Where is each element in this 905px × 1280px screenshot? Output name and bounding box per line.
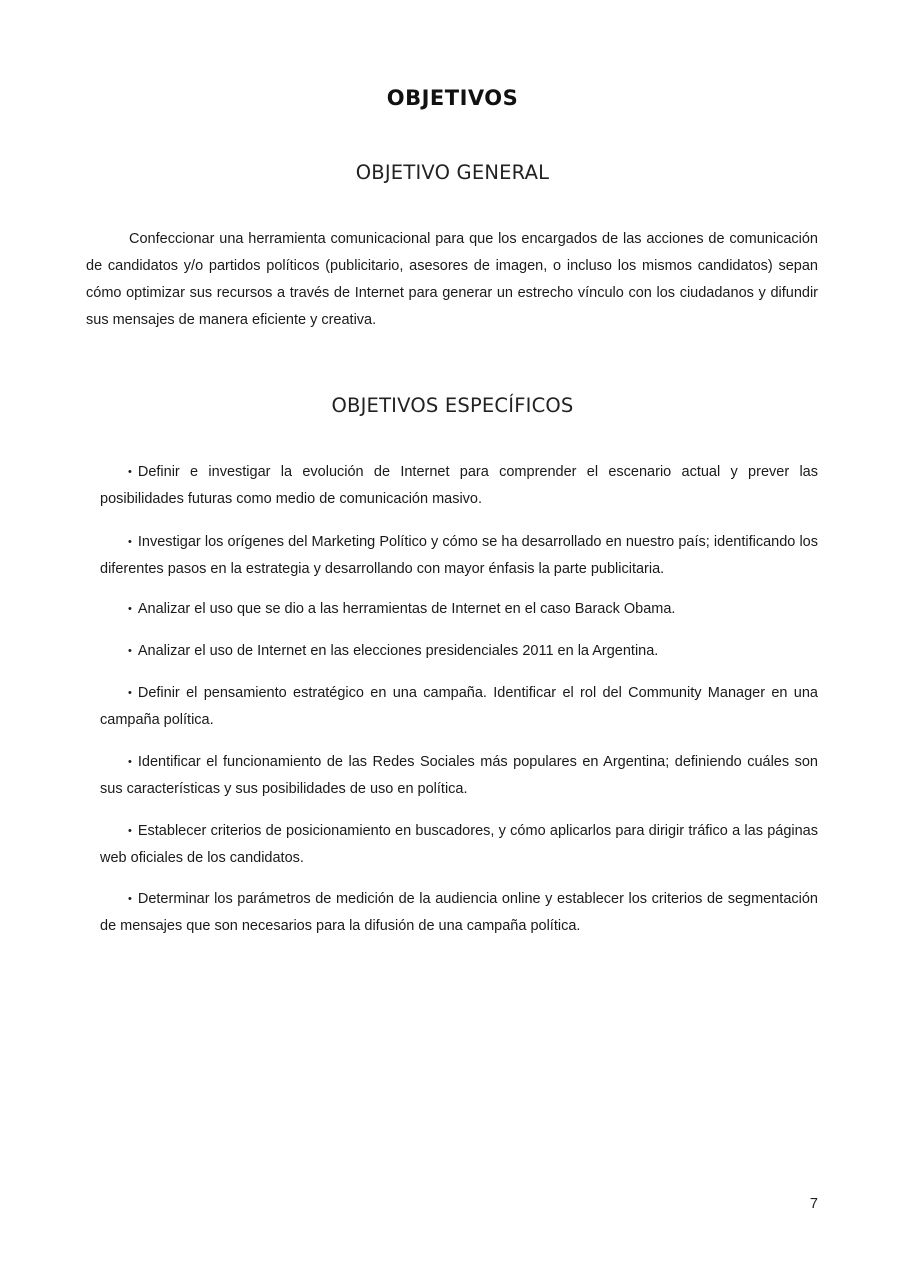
section-heading-objetivos-especificos: OBJETIVOS ESPECÍFICOS xyxy=(331,394,574,417)
list-item xyxy=(100,459,818,512)
list-item xyxy=(100,596,818,623)
list-item-text: Establecer criterios de posicionamiento en buscadores, y cómo aplicarlos para dirigir tráfico a las páginas web oficiales de los candidatos. xyxy=(100,823,818,866)
list-item-text: Analizar el uso que se dio a las herramientas de Internet en el caso Barack Obama. xyxy=(137,601,676,617)
list-item-text: Analizar el uso de Internet en las elecciones presidenciales 2011 en la Argentina. xyxy=(137,643,659,659)
bullet-icon: • xyxy=(128,687,132,699)
list-item-text: Definir e investigar la evolución de Internet para comprender el escenario actual y prever las posibilidades futuras como medio de comunicación masivo. xyxy=(100,464,818,507)
bullet-icon: • xyxy=(128,466,132,478)
bullet-icon: • xyxy=(128,603,132,615)
list-item xyxy=(100,638,818,665)
bullet-icon: • xyxy=(128,825,132,837)
list-item xyxy=(100,529,818,582)
list-item-text: Identificar el funcionamiento de las Redes Sociales más populares en Argentina; definiendo cuáles son sus características y sus posibilidades de uso en política. xyxy=(100,754,818,797)
list-item-text: Determinar los parámetros de medición de la audiencia online y establecer los criterios de segmentación de mensajes que son necesarios para la difusión de una campaña política. xyxy=(100,891,818,934)
bullet-icon: • xyxy=(128,893,132,905)
list-item xyxy=(100,886,818,939)
list-item xyxy=(100,680,818,733)
list-item xyxy=(100,749,818,802)
section-heading-objetivo-general: OBJETIVO GENERAL xyxy=(355,161,550,184)
general-objective-paragraph: Confeccionar una herramienta comunicacional para que los encargados de las acciones de comunicación de candidatos y/o partidos políticos (publicitario, asesores de imagen, o incluso los mismos candidatos) sepan cómo optimizar sus recursos a través de Internet para generar un estrecho vínculo con los ciudadanos y difundir sus mensajes de manera eficiente y creativa. xyxy=(86,231,818,328)
page-number: 7 xyxy=(809,1196,818,1212)
list-item xyxy=(100,818,818,871)
bullet-icon: • xyxy=(128,645,132,657)
page-title: OBJETIVOS xyxy=(386,86,519,110)
list-item-text: Definir el pensamiento estratégico en una campaña. Identificar el rol del Community Manager en una campaña política. xyxy=(100,685,818,728)
bullet-icon: • xyxy=(128,536,132,548)
list-item-text: Investigar los orígenes del Marketing Político y cómo se ha desarrollado en nuestro país; identificando los diferentes pasos en la estrategia y desarrollando con mayor énfasis la parte publicitaria. xyxy=(100,534,818,577)
bullet-icon: • xyxy=(128,756,132,768)
